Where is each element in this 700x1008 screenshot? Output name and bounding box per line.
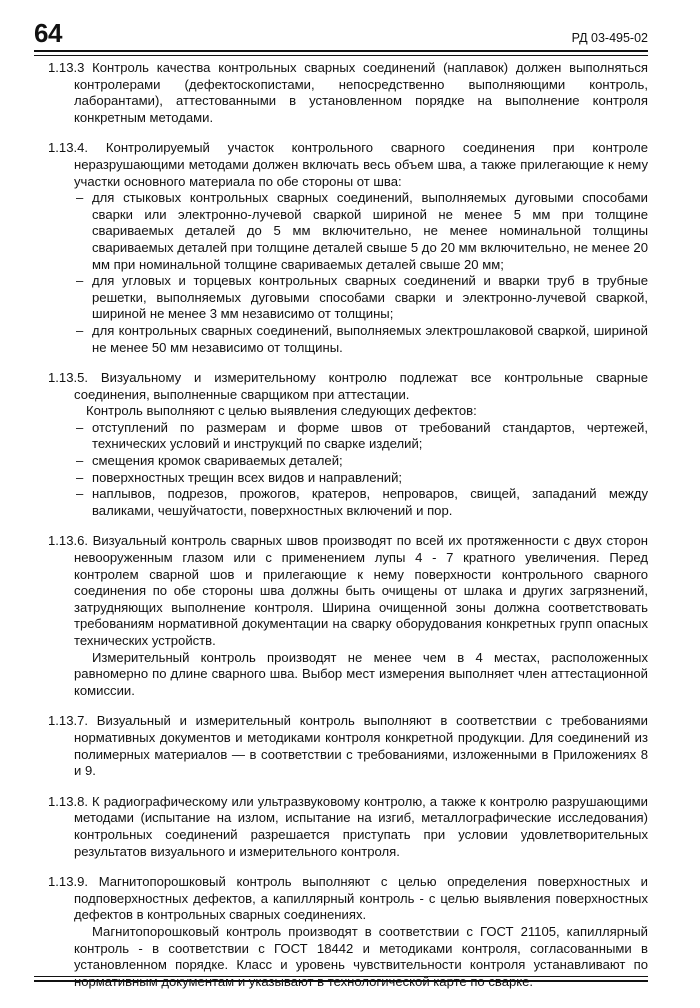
paragraph: 1.13.9. Магнитопорошковый контроль выполняют с целью определения поверхностных и подповерхностных дефектов, а капиллярный контроль - с целью выявления поверхностных дефектов в контрольных сварных соединениях. [48, 874, 648, 923]
header-rule [34, 50, 648, 56]
page-number: 64 [34, 18, 62, 48]
section-1-13-4 [48, 140, 648, 356]
list-item: – для стыковых контрольных сварных соединений, выполняемых дуговыми способами сварки или электронно-лучевой сваркой шириной не менее 5 мм при толщине свариваемых деталей до 5 мм включительно, не менее номинальной толщины свариваемых деталей при толщине деталей свыше 5 до 20 мм включительно, не менее 20 мм при номинальной толщине свариваемых деталей свыше 20 мм; [74, 190, 648, 273]
section-1-13-6 [48, 533, 648, 699]
document-code: РД 03-495-02 [571, 31, 648, 45]
paragraph: 1.13.3 Контроль качества контрольных сварных соединений (наплавок) должен выполняться контролерами (дефектоскопистами, непосредственно выполняющими контроль, лаборантами), аттестованными в установленном порядке на выполнение контроля конкретным методами. [48, 60, 648, 125]
paragraph: Измерительный контроль производят не менее чем в 4 местах, расположенных равномерно по длине сварного шва. Выбор мест измерения выполняет член аттестационной комиссии. [74, 649, 648, 698]
list-item: – поверхностных трещин всех видов и направлений; [74, 470, 648, 487]
footer-rule [34, 976, 648, 982]
paragraph: 1.13.4. Контролируемый участок контрольного сварного соединения при контроле неразрушающими методами должен включать весь объем шва, а также прилегающие к нему участки основного материала по обе стороны от шва: [48, 140, 648, 189]
list-item: – для угловых и торцевых контрольных сварных соединений и вварки труб в трубные решетки, выполняемых дуговыми способами сварки и электронно-лучевой сваркой, шириной не менее 3 мм независимо от толщины; [74, 273, 648, 323]
paragraph: 1.13.8. К радиографическому или ультразвуковому контролю, а также к контролю разрушающими методами (испытание на излом, испытание на изгиб, металлографические исследования) контрольных соединений разрешается приступать при условии удовлетворительных результатов визуального и измерительного контроля. [48, 793, 648, 859]
section-1-13-3 [48, 60, 648, 126]
page-header [34, 14, 648, 50]
list-item: – смещения кромок свариваемых деталей; [74, 453, 648, 470]
paragraph: Магнитопорошковый контроль производят в соответствии с ГОСТ 21105, капиллярный контроль - в соответствии с ГОСТ 18442 и методиками контроля, согласованными в установленном порядке. Класс и уровень чувствительности контроля устанавливают по нормативным документам и указывают в технологической карте по сварке. [74, 923, 648, 989]
paragraph: 1.13.5. Визуальному и измерительному контролю подлежат все контрольные сварные соединения, выполненные сварщиком при аттестации. [48, 370, 648, 402]
list-item: – наплывов, подрезов, прожогов, кратеров, непроваров, свищей, западаний между валиками, чешуйчатости, поверхностных включений и пор. [74, 486, 648, 519]
document-body [48, 60, 648, 1004]
section-1-13-7 [48, 713, 648, 779]
section-1-13-8 [48, 794, 648, 860]
list-item: – для контрольных сварных соединений, выполняемых электрошлаковой сваркой, шириной не менее 50 мм независимо от толщины. [74, 323, 648, 356]
paragraph: 1.13.7. Визуальный и измерительный контроль выполняют в соответствии с требованиями нормативных документов и методиками контроля конкретной продукции. Для соединений из полимерных материалов — в соответствии с требованиями, изложенными в Приложениях 8 и 9. [48, 713, 648, 779]
dash-list [48, 190, 648, 356]
paragraph: 1.13.6. Визуальный контроль сварных швов производят по всей их протяженности с двух сторон невооруженным глазом или с применением лупы 4 - 7 кратного увеличения. Перед контролем сварной шов и прилегающие к нему поверхности контрольного сварного соединения по обе стороны шва должны быть очищены от шлака и других загрязнений, затрудняющих выполнение контроля. Ширина очищенной зоны должна соответствовать требованиям нормативной документации на сварку оборудования конкретных групп опасных технических устройств. [48, 533, 648, 648]
section-1-13-5 [48, 370, 648, 519]
section-1-13-9 [48, 874, 648, 990]
paragraph: Контроль выполняют с целью выявления следующих дефектов: [86, 403, 477, 419]
list-item: – отступлений по размерам и форме швов от требований стандартов, чертежей, технических условий и инструкций по сварке изделий; [74, 420, 648, 453]
dash-list [48, 420, 648, 520]
